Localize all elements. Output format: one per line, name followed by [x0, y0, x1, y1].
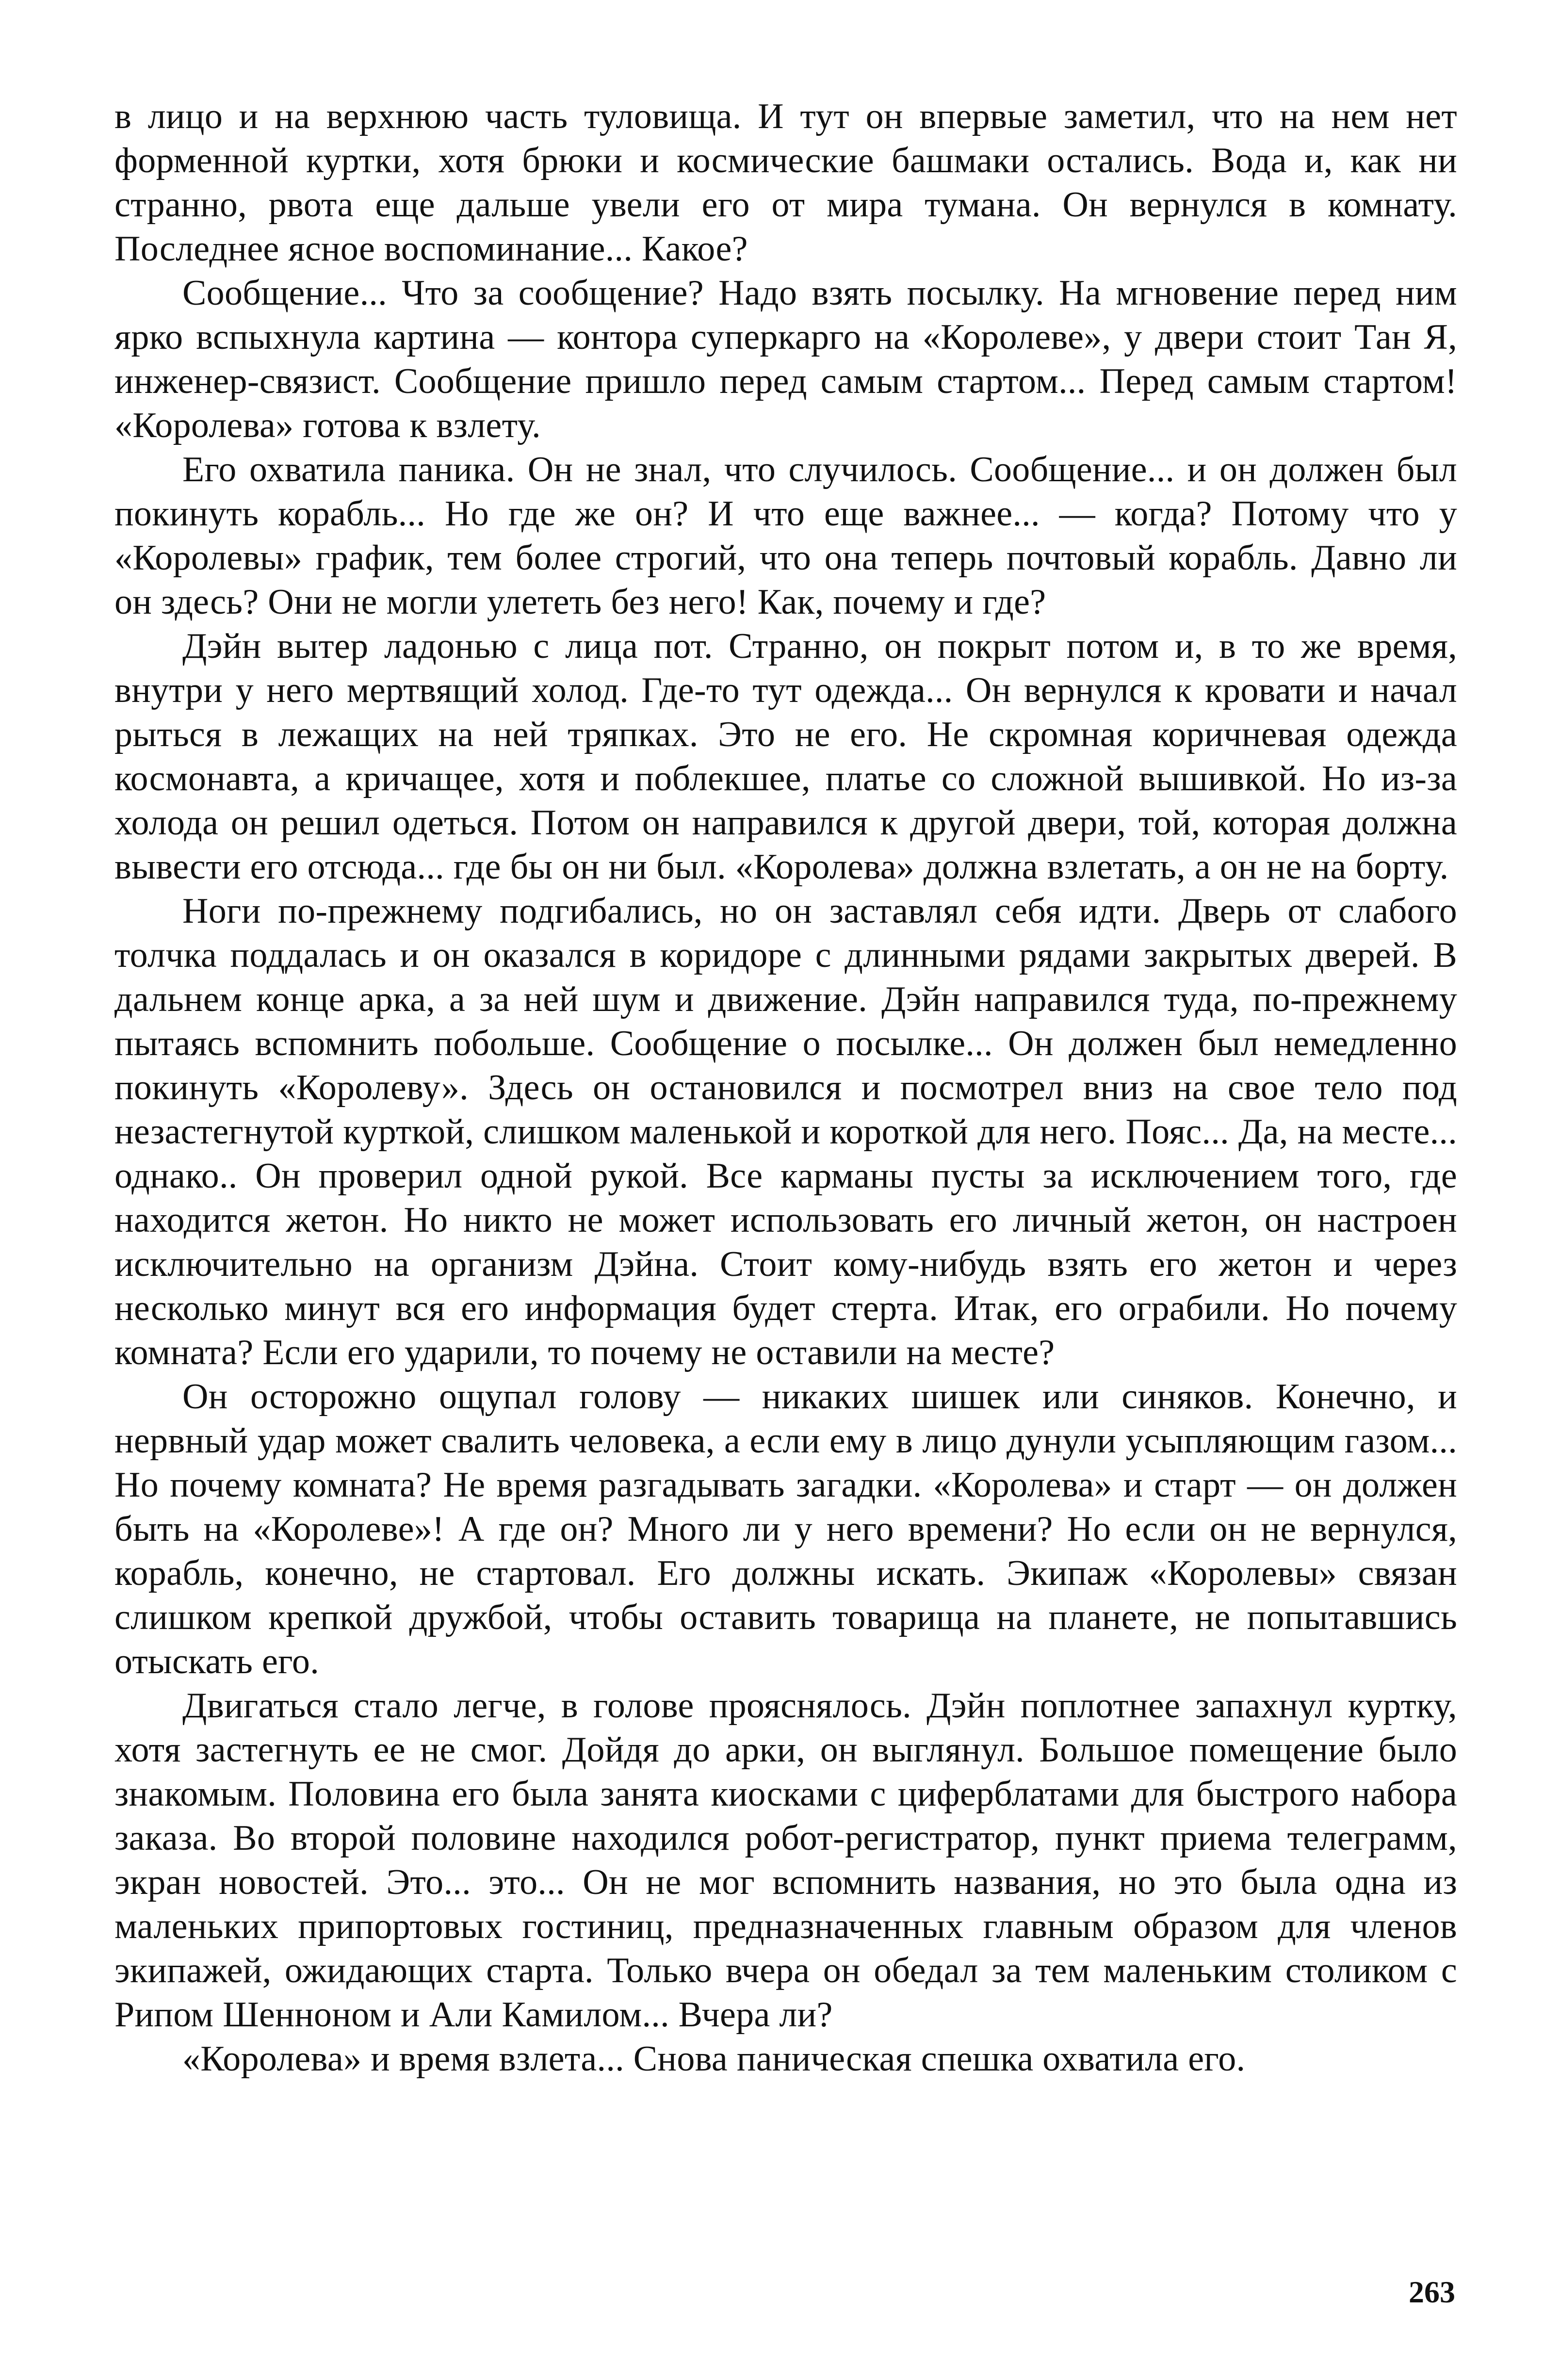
body-text [114, 95, 1457, 2081]
page-number: 263 [1409, 2275, 1455, 2309]
paragraph-6: Он осторожно ощупал голову — никаких шишек или синяков. Конечно, и нервный удар может свалить человека, а если ему в лицо дунули усыпляющим газом... Но почему комната? Не время разгадывать загадки. «Королева» и старт — он должен быть на «Королеве»! А где он? Много ли у него времени? Но если он не вернулся, корабль, конечно, не стартовал. Его должны искать. Экипаж «Королевы» связан слишком крепкой дружбой, чтобы оставить товарища на планете, не попытавшись отыскать его. [114, 1377, 1457, 1681]
paragraph-8: «Королева» и время взлета... Снова паническая спешка охватила его. [182, 2039, 1246, 2079]
paragraph-1: в лицо и на верхнюю часть туловища. И тут он впервые заметил, что на нем нет форменной куртки, хотя брюки и космические башмаки остались. Вода и, как ни странно, рвота еще дальше увели его от мира тумана. Он вернулся в комнату. Последнее ясное воспоминание... Какое? [114, 97, 1457, 269]
paragraph-4: Дэйн вытер ладонью с лица пот. Странно, он покрыт потом и, в то же время, внутри у него мертвящий холод. Где-то тут одежда... Он вернулся к кровати и начал рыться в лежащих на ней тряпках. Это не его. Не скромная коричневая одежда космонавта, а кричащее, хотя и поблекшее, платье со сложной вышивкой. Но из-за холода он решил одеться. Потом он направился к другой двери, той, которая должна вывести его отсюда... где бы он ни был. «Королева» должна взлетать, а он не на борту. [114, 626, 1457, 887]
paragraph-2: Сообщение... Что за сообщение? Надо взять посылку. На мгновение перед ним ярко вспыхнула картина — контора суперкарго на «Королеве», у двери стоит Тан Я, инженер-связист. Сообщение пришло перед самым стартом... Перед самым стартом! «Королева» готова к взлету. [114, 273, 1457, 445]
paragraph-7: Двигаться стало легче, в голове прояснялось. Дэйн поплотнее запахнул куртку, хотя застегнуть ее не смог. Дойдя до арки, он выглянул. Большое помещение было знакомым. Половина его была занята киосками с циферблатами для быстрого набора заказа. Во второй половине находился робот-регистратор, пункт приема телеграмм, экран новостей. Это... это... Он не мог вспомнить названия, но это была одна из маленьких припортовых гостиниц, предназначенных главным образом для членов экипажей, ожидающих старта. Только вчера он обедал за тем маленьким столиком с Рипом Шенноном и Али Камилом... Вчера ли? [114, 1686, 1457, 2035]
paragraph-3: Его охватила паника. Он не знал, что случилось. Сообщение... и он должен был покинуть корабль... Но где же он? И что еще важнее... — когда? Потому что у «Королевы» график, тем более строгий, что она теперь почтовый корабль. Давно ли он здесь? Они не могли улететь без него! Как, почему и где? [114, 450, 1457, 622]
paragraph-5: Ноги по-прежнему подгибались, но он заставлял себя идти. Дверь от слабого толчка поддалась и он оказался в коридоре с длинными рядами закрытых дверей. В дальнем конце арка, а за ней шум и движение. Дэйн направился туда, по-прежнему пытаясь вспомнить побольше. Сообщение о посылке... Он должен был немедленно покинуть «Королеву». Здесь он остановился и посмотрел вниз на свое тело под незастегнутой курткой, слишком маленькой и короткой для него. Пояс... Да, на месте... однако.. Он проверил одной рукой. Все карманы пусты за исключением того, где находится жетон. Но никто не может использовать его личный жетон, он настроен исключительно на организм Дэйна. Стоит кому-нибудь взять его жетон и через несколько минут вся его информация будет стерта. Итак, его ограбили. Но почему комната? Если его ударили, то почему не оставили на месте? [114, 891, 1457, 1372]
